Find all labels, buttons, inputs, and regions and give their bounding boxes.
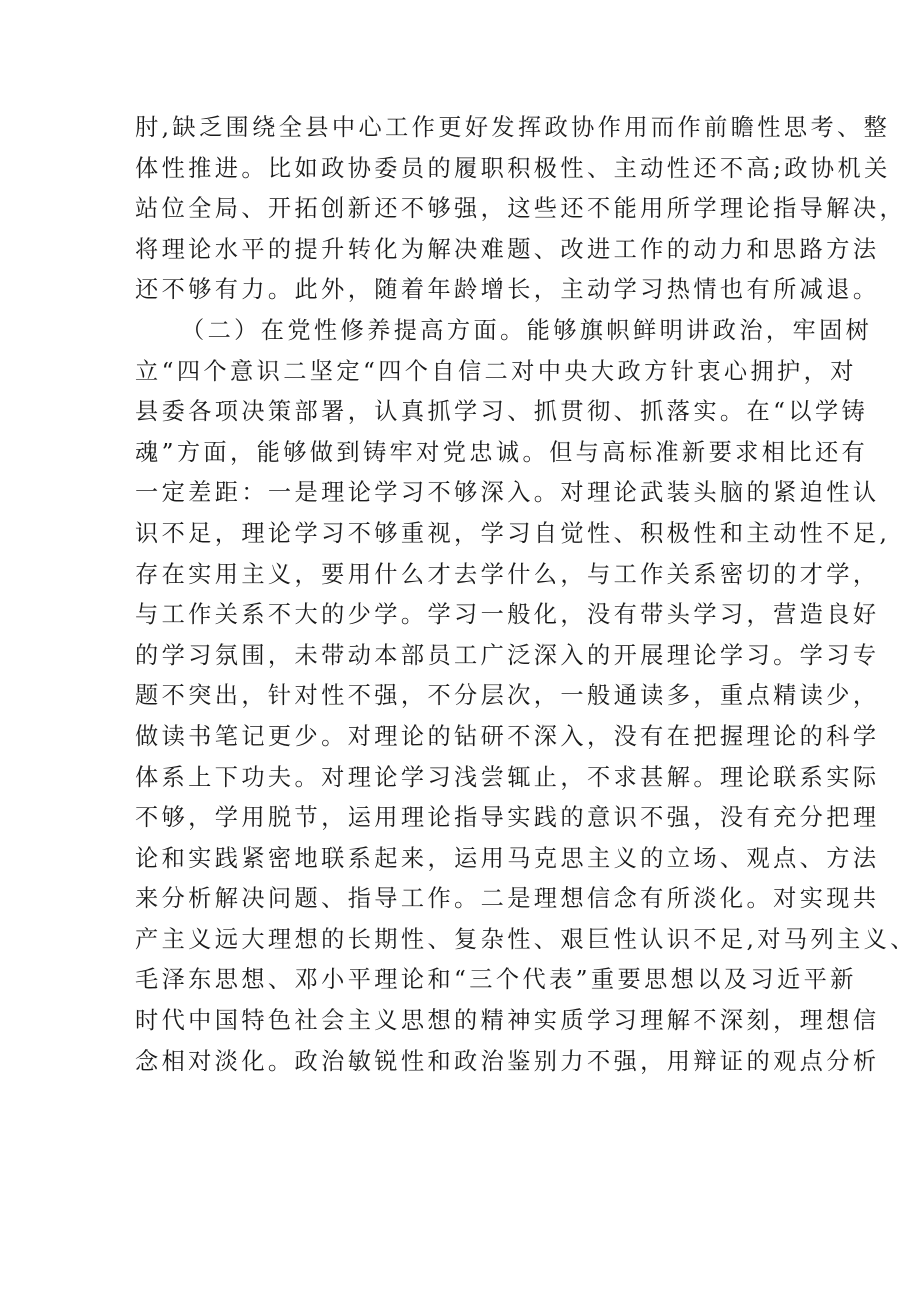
text-line: 还不够有力。此外，随着年龄增长，主动学习热情也有所减退。 [135,276,880,304]
text-line: 体性推进。比如政协委员的履职积极性、主动性还不高;政协机关 [135,154,891,182]
text-line: 做读书笔记更少。对理论的钻研不深入，没有在把握理论的科学 [135,722,880,750]
text-line: 念相对淡化。政治敏锐性和政治鉴别力不强，用辩证的观点分析 [135,1047,880,1075]
text-line: 毛泽东思想、邓小平理论和“三个代表”重要思想以及习近平新 [135,966,857,994]
body-text [135,108,917,1082]
text-line: 的学习氛围，未带动本部员工广泛深入的开展理论学习。学习专 [135,641,880,669]
text-line: 肘,缺乏围绕全县中心工作更好发挥政协作用而作前瞻性思考、整 [135,114,891,141]
text-line: 站位全局、开拓创新还不够强，这些还不能用所学理论指导解决， [135,195,907,223]
text-line: 魂”方面，能够做到铸牢对党忠诚。但与高标准新要求相比还有 [135,438,869,466]
text-line: 论和实践紧密地联系起来，运用马克思主义的立场、观点、方法 [135,844,880,872]
text-line: 一定差距：一是理论学习不够深入。对理论武装头脑的紧迫性认 [135,479,880,507]
text-line: 县委各项决策部署，认真抓学习、抓贯彻、抓落实。在“以学铸 [135,398,869,426]
text-line: 与工作关系不大的少学。学习一般化，没有带头学习，营造良好 [135,601,880,629]
text-line: 不够，学用脱节，运用理论指导实践的意识不强，没有充分把理 [135,804,880,832]
text-line: 体系上下功夫。对理论学习浅尝辄止，不求甚解。理论联系实际 [135,763,880,791]
text-line: 题不突出，针对性不强，不分层次，一般通读多，重点精读少， [135,682,880,710]
text-line: 识不足，理论学习不够重视，学习自觉性、积极性和主动性不足, [135,519,891,547]
text-line: 将理论水平的提升转化为解决难题、改进工作的动力和思路方法 [135,235,880,263]
section-heading-line: （二）在党性修养提高方面。能够旗帜鲜明讲政治，牢固树 [181,316,873,344]
text-line: 时代中国特色社会主义思想的精神实质学习理解不深刻，理想信 [135,1007,880,1035]
text-line: 存在实用主义，要用什么才去学什么，与工作关系密切的才学， [135,560,880,588]
text-line: 立“四个意识二坚定“四个自信二对中央大政方针衷心拥护，对 [135,357,857,385]
text-line: 来分析解决问题、指导工作。二是理想信念有所淡化。对实现共 [135,885,880,913]
text-line: 产主义远大理想的长期性、复杂性、艰巨性认识不足,对马列主义、 [135,925,917,953]
